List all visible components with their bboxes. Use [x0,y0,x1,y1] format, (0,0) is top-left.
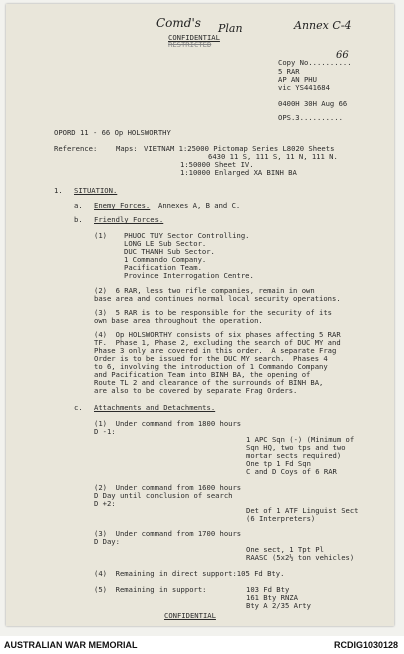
maps-label: Maps: [116,144,138,153]
section-number: 1. [54,186,63,195]
para-b1-line: LONG LE Sub Sector. [124,239,207,248]
para-c5-item: Bty A 2/35 Arty [246,601,311,610]
reference-line-2: 6430 11 S, 111 S, 11 N, 111 N. [208,152,338,161]
para-c1-item: 1 APC Sqn (-) (Minimum of [246,435,355,444]
para-a-title: Enemy Forces. [94,201,151,210]
para-b1-line: PHUOC TUY Sector Controlling. [124,231,250,240]
para-b2-line: base area and continues normal local security operations. [94,294,341,303]
para-b4-line: Route TL 2 and clearance of the surrounds of BINH BA, [94,378,324,387]
para-b2-line: (2) 6 RAR, less two rifle companies, remain in own [94,286,315,295]
handwritten-note-left: Comd's [156,16,201,30]
para-c-label: c. [74,403,83,412]
reference-line-4: 1:10000 Enlarged XA BINH BA [180,168,297,177]
archive-name: AUSTRALIAN WAR MEMORIAL [4,640,138,650]
para-b1-line: DUC THANH Sub Sector. [124,247,215,256]
para-b1-line: Province Interrogation Centre. [124,271,254,280]
para-c1-item: mortar sects required) [246,451,342,460]
para-c1-item: Sqn HQ, two tps and two [246,443,346,452]
copy-number-label: Copy No.......... [278,58,352,67]
para-c4-line: (4) Remaining in direct support:105 Fd Bty. [94,569,285,578]
para-c1-item: C and D Coys of 6 RAR [246,467,337,476]
para-c2-item: Det of 1 ATF Linguist Sect [246,506,359,515]
para-b3-line: own base area throughout the operation. [94,316,263,325]
para-a-text: Annexes A, B and C. [158,201,241,210]
para-b3-line: (3) 5 RAR is to be responsible for the security of its [94,308,332,317]
para-b4-line: and Pacification Team into BINH BA, the opening of [94,370,311,379]
reference-label: Reference: [54,144,98,153]
para-c3-head: (3) Under command from 1700 hours [94,529,242,538]
para-c-title: Attachments and Detachments. [94,403,216,412]
para-c3-head: D Day: [94,537,120,546]
handwritten-note-middle: Plan [218,22,243,35]
grid-reference: vic YS441684 [278,83,330,92]
para-c5-item: 161 Bty RNZA [246,593,298,602]
para-b4-line: are also to be covered by separate Frag Orders. [94,386,298,395]
para-b1-line: Pacification Team. [124,263,202,272]
location: AP AN PHU [278,75,317,84]
handwritten-copy-number: 66 [336,50,349,61]
reference-line-3: 1:50000 Sheet IV. [180,160,254,169]
para-c1-item: One tp 1 Fd Sqn [246,459,311,468]
para-b4-line: Order is to be issued for the DUC MY search. Phases 4 [94,354,328,363]
unit: 5 RAR [278,67,300,76]
archive-record-id: RCDIG1030128 [333,640,398,650]
para-c2-item: (6 Interpreters) [246,514,316,523]
classification-bottom: CONFIDENTIAL [164,611,216,620]
date-time-group: 0400H 30H Aug 66 [278,99,348,108]
para-c5-line: (5) Remaining in support: [94,585,207,594]
para-b4-line: Phase 3 only are covered in this order. A separate Frag [94,346,337,355]
document-page [6,4,394,626]
para-b4-line: (4) Op HOLSWORTHY consists of six phases affecting 5 RAR [94,330,341,339]
para-b4-line: TF. Phase 1, Phase 2, excluding the search of DUC MY and [94,338,341,347]
para-c5-item: 103 Fd Bty [246,585,290,594]
para-c2-head: D Day until conclusion of search [94,491,233,500]
para-c2-head: D +2: [94,499,116,508]
para-c3-item: RAASC (5x2½ ton vehicles) [246,553,355,562]
order-title: OPORD 11 - 66 Op HOLSWORTHY [54,128,171,137]
para-c1-head: (1) Under command from 1800 hours [94,419,242,428]
para-b1-number: (1) [94,231,107,240]
archive-footer [0,636,404,654]
para-c3-item: One sect, 1 Tpt Pl [246,545,324,554]
para-b-title: Friendly Forces. [94,215,164,224]
para-b4-line: to 6, involving the introduction of 1 Commando Company [94,362,328,371]
reference-line-1: VIETNAM 1:25000 Pictomap Series L8020 Sheets [144,144,335,153]
section-title: SITUATION. [74,186,118,195]
para-c2-head: (2) Under command from 1600 hours [94,483,242,492]
para-c1-head: D -1: [94,427,116,436]
ops-reference: OPS.3.......... [278,113,343,122]
para-a-label: a. [74,201,83,210]
para-b1-line: 1 Commando Company. [124,255,207,264]
para-b-label: b. [74,215,83,224]
handwritten-annex-ref: Annex C-4 [294,19,352,32]
classification-top: CONFIDENTIAL [168,33,220,42]
struck-classification: RESTRICTED [168,40,212,49]
